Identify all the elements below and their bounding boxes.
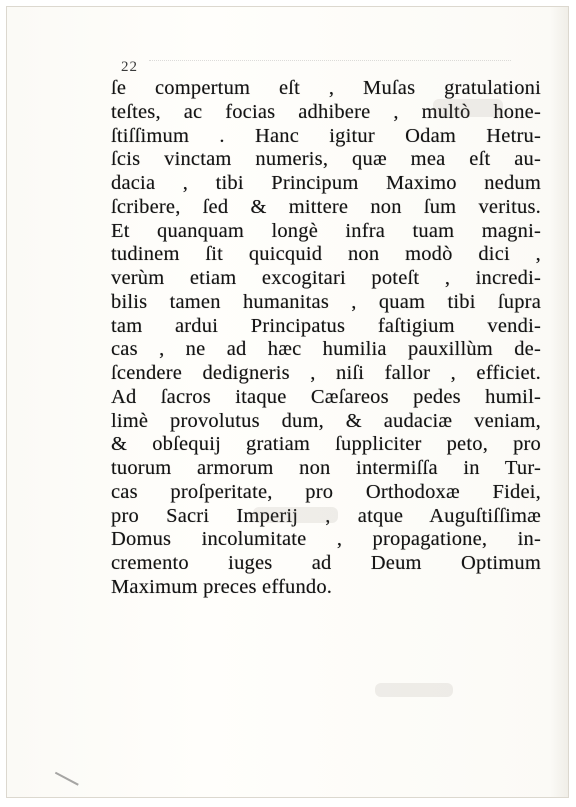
text-line: verùm etiam excogitari poteſt , incredi- (111, 267, 541, 289)
text-line: ſe compertum eſt , Muſas gratulationi (111, 77, 541, 99)
text-line: & obſequij gratiam ſuppliciter peto, pro (111, 433, 541, 456)
text-line: tam ardui Principatus faſtigium vendi- (111, 314, 541, 337)
text-line: tuorum armorum non intermiſſa in Tur- (111, 457, 541, 479)
paper-stain (375, 683, 453, 697)
text-line: cremento iuges ad Deum Optimum (111, 552, 541, 574)
text-line: Maximum preces effundo. (111, 575, 333, 598)
page-number: 22 (121, 59, 138, 75)
paper-stain (433, 99, 503, 117)
text-line: Domus incolumitate , propagatione, in- (111, 528, 541, 551)
scanned-page-frame (6, 6, 569, 798)
header-rule-faint (149, 60, 511, 71)
text-line: ſcribere, ſed & mittere non ſum veritus. (111, 195, 541, 218)
text-line: ſtiſſimum . Hanc igitur Odam Hetru- (111, 124, 541, 147)
corner-crease (49, 772, 79, 797)
text-line: bilis tamen humanitas , quam tibi ſupra (111, 290, 541, 313)
text-line: teſtes, ac focias adhibere , multò hone- (111, 100, 541, 123)
page-gutter-shadow (550, 7, 568, 797)
text-line: ſcis vinctam numeris, quæ mea eſt au- (111, 148, 541, 171)
text-line: tudinem ſit quicquid non modò dici , (111, 243, 541, 266)
text-line: Ad ſacros itaque Cæſareos pedes humil- (111, 385, 541, 408)
book-page (7, 7, 568, 797)
text-line: Et quanquam longè infra tuam magni- (111, 219, 541, 242)
text-line: ſcendere dedigneris , niſi fallor , efficiet. (111, 362, 541, 384)
paper-stain (253, 507, 338, 523)
text-line: cas proſperitate, pro Orthodoxæ Fidei, (111, 480, 541, 503)
text-line: pro Sacri Imperij , atque Auguſtiſſimæ (111, 504, 541, 527)
text-line: limè provolutus dum, & audaciæ veniam, (111, 409, 541, 432)
text-line: dacia , tibi Principum Maximo nedum (111, 172, 541, 194)
text-line: cas , ne ad hæc humilia pauxillùm de- (111, 338, 541, 361)
